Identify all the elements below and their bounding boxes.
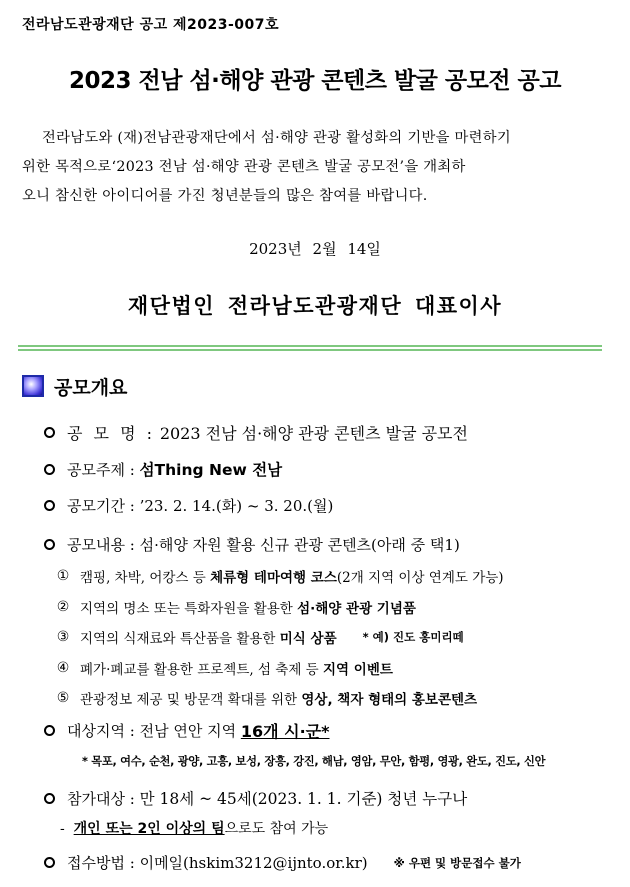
subitem-highlight: 지역 이벤트 — [323, 662, 393, 678]
circle-bullet-icon — [44, 793, 55, 804]
region-note: * 목포, 여수, 순천, 광양, 고흥, 보성, 장흥, 강진, 해남, 영암, 무안, 함평, 영광, 완도, 진도, 신안 — [82, 755, 546, 768]
section-title: 공모개요 — [54, 376, 128, 399]
intro-paragraph — [22, 124, 614, 211]
subitem — [56, 688, 477, 708]
item-value: 섬Thing New 전남 — [139, 461, 283, 479]
subitem-text: 폐가·폐교를 활용한 프로젝트, 섬 축제 등 — [80, 662, 319, 678]
number-badge: ④ — [56, 660, 70, 676]
subitem-text: 캠핑, 차박, 어캉스 등 — [80, 570, 206, 586]
circle-bullet-icon — [44, 464, 55, 475]
subitem-note: * 예) 진도 홍미리떼 — [362, 630, 464, 644]
subitem-highlight: 체류형 테마여행 코스 — [210, 570, 337, 586]
item-content — [44, 534, 460, 555]
method-note: ※ 우편 및 방문접수 불가 — [393, 855, 521, 870]
item-method — [44, 852, 521, 873]
item-label: 대상지역 : — [67, 722, 135, 740]
page-title: 2023 전남 섬·해양 관광 콘텐츠 발굴 공모전 공고 — [68, 68, 561, 94]
team-note — [60, 818, 328, 838]
subitem-text: 지역의 식재료와 특산품을 활용한 — [80, 631, 276, 647]
circle-bullet-icon — [44, 427, 55, 438]
notice-number: 전라남도관광재단 공고 제2023-007호 — [22, 17, 280, 33]
subitem — [56, 658, 393, 678]
intro-line: 전라남도와 (재)전남관광재단에서 섬·해양 관광 활성화의 기반을 마련하기 — [42, 130, 511, 146]
subitem-highlight: 섬·해양 관광 기념품 — [297, 601, 416, 617]
item-value: 2023 전남 섬·해양 관광 콘텐츠 발굴 공모전 — [159, 424, 468, 443]
subitem-highlight: 영상, 책자 형태의 홍보콘텐츠 — [301, 692, 478, 708]
square-bullet-icon — [22, 375, 44, 397]
subitem-highlight: 미식 상품 — [279, 631, 337, 647]
circle-bullet-icon — [44, 857, 55, 868]
number-badge: ③ — [56, 629, 70, 645]
item-theme — [44, 458, 282, 480]
team-note-highlight: 개인 또는 2인 이상의 팀 — [73, 821, 225, 837]
dash-marker: - — [60, 821, 65, 837]
intro-line: 위한 목적으로‘2023 전남 섬·해양 관광 콘텐츠 발굴 공모전’을 개최하 — [22, 159, 466, 175]
circle-bullet-icon — [44, 725, 55, 736]
circle-bullet-icon — [44, 539, 55, 550]
item-value: 섬·해양 자원 활용 신규 관광 콘텐츠(아래 중 택1) — [139, 536, 460, 554]
team-note-text: 으로도 참여 가능 — [224, 821, 329, 837]
item-name — [44, 421, 468, 444]
number-badge: ① — [56, 568, 70, 584]
item-label: 공 모 명 : — [67, 424, 156, 443]
subitem-text: 관광정보 제공 및 방문객 확대를 위한 — [80, 692, 298, 708]
item-value: 만 18세 ~ 45세(2023. 1. 1. 기준) 청년 누구나 — [139, 790, 468, 808]
intro-line: 오니 참신한 아이디어를 가진 청년분들의 많은 참여를 바랍니다. — [22, 188, 428, 204]
subitem-text: 지역의 명소 또는 특화자원을 활용한 — [80, 601, 293, 617]
number-badge: ⑤ — [56, 690, 70, 706]
item-label: 참가대상 : — [67, 789, 135, 808]
circle-bullet-icon — [44, 500, 55, 511]
item-label: 공모기간 : — [67, 497, 135, 515]
item-period — [44, 495, 333, 516]
subitem — [56, 627, 464, 647]
item-label: 공모주제 : — [67, 460, 135, 479]
item-eligibility — [44, 787, 467, 809]
subitem — [56, 566, 504, 586]
item-label: 공모내용 : — [67, 536, 135, 554]
signer: 재단법인 전라남도관광재단 대표이사 — [127, 293, 503, 318]
item-region — [44, 719, 330, 742]
number-badge: ② — [56, 599, 70, 615]
item-label: 접수방법 : — [67, 854, 135, 872]
item-value: ’23. 2. 14.(화) ~ 3. 20.(월) — [139, 497, 334, 515]
subitem — [56, 597, 416, 617]
notice-date: 2023년 2월 14일 — [249, 240, 381, 258]
item-value: 전남 연안 지역 — [139, 722, 237, 740]
section-header — [22, 373, 127, 399]
item-value-highlight: 16개 시·군* — [240, 722, 330, 741]
item-value: 이메일(hskim3212@ijnto.or.kr) — [139, 854, 368, 872]
divider — [18, 345, 602, 351]
subitem-text: (2개 지역 이상 연계도 가능) — [336, 570, 504, 586]
